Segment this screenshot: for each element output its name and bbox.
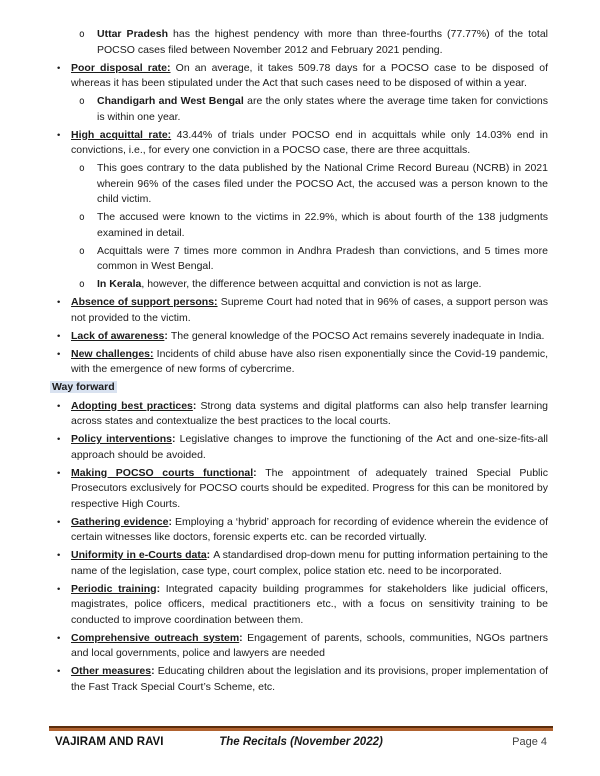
- list-item-text: Absence of support persons: Supreme Court had noted that in 96% of cases, a support person was not provided to the victim.: [71, 296, 548, 324]
- bullet-marker: •: [57, 583, 61, 595]
- footer-organization: VAJIRAM AND RAVI: [55, 736, 164, 748]
- list-item-lead: Uniformity in e-Courts data: [71, 549, 207, 561]
- sub-bullet-marker: o: [79, 96, 85, 107]
- bullet-marker: •: [57, 516, 61, 528]
- lead-separator: :: [168, 515, 175, 528]
- lead-separator: :: [253, 466, 266, 479]
- list-item-text: Poor disposal rate: On an average, it takes 509.78 days for a POCSO case to be disposed of whereas it has been stipulated under the Act that such cases need to be disposed of within a year.: [71, 61, 549, 89]
- list-item-lead: Policy interventions: [71, 433, 173, 445]
- list-item-text: High acquittal rate: 43.44% of trials under POCSO end in acquittals while only 14.03% end in convictions, i.e., for every one conviction in a POCSO case, there are three acquittals.: [71, 128, 548, 156]
- list-item-lead: Chandigarh and West Bengal: [97, 95, 244, 107]
- bullet-marker: •: [57, 129, 61, 141]
- list-item-text: Making POCSO courts functional: The appointment of adequately trained Special Public Prosecutors exclusively for POCSO courts should be expedited. Progress for this can be monitored by respective High Courts.: [71, 466, 548, 510]
- list-item-text: Uniformity in e-Courts data: A standardised drop-down menu for putting information pertaining to the name of the legislation, case type, court complex, police station etc. need to be incorporated.: [71, 549, 549, 577]
- bullet-marker: •: [57, 550, 61, 561]
- list-item: [0, 548, 600, 579]
- sub-bullet-marker: o: [79, 29, 85, 40]
- list-item: [0, 515, 600, 546]
- list-item: [0, 295, 600, 326]
- bullet-marker: •: [57, 467, 61, 479]
- list-item: [0, 631, 600, 662]
- list-item: [0, 61, 600, 92]
- list-item-text: In Kerala, however, the difference between acquittal and conviction is not as large.: [97, 278, 482, 290]
- list-item-lead: Absence of support persons:: [71, 296, 218, 308]
- bullet-marker: •: [57, 400, 61, 412]
- list-item-text: Chandigarh and West Bengal are the only states where the average time taken for convictions is within one year.: [97, 95, 548, 123]
- page-footer: [49, 726, 553, 749]
- list-item: [0, 277, 600, 293]
- footer-row: [49, 731, 553, 749]
- list-item-lead: Adopting best practices: [71, 399, 193, 412]
- lead-separator: :: [206, 549, 214, 561]
- footer-page-number: Page 4: [512, 736, 547, 748]
- footer-publication-title: The Recitals (November 2022): [219, 736, 383, 748]
- list-item: [0, 161, 600, 208]
- list-item-text: Uttar Pradesh has the highest pendency with more than three-fourths (77.77%) of the total POCSO cases filed between November 2012 and February 2021 pending.: [97, 28, 548, 56]
- bullet-marker: •: [57, 330, 61, 342]
- list-item-text: The accused were known to the victims in 22.9%, which is about fourth of the 138 judgments examined in detail.: [97, 211, 548, 239]
- list-item: [0, 466, 600, 513]
- list-item-lead: Uttar Pradesh: [97, 28, 168, 40]
- bullet-marker: •: [57, 297, 61, 308]
- sub-bullet-marker: o: [79, 212, 85, 223]
- list-item-text: Acquittals were 7 times more common in Andhra Pradesh than convictions, and 5 times more common in West Bengal.: [97, 244, 548, 272]
- lead-separator: :: [151, 665, 158, 677]
- list-item-lead: Periodic training: [71, 582, 157, 595]
- list-item-lead: In Kerala: [97, 278, 142, 290]
- heading-highlight: Way forward: [52, 381, 115, 393]
- list-item-text: Other measures: Educating children about the legislation and its provisions, proper implementation of the Fast Track Special Court’s Scheme, etc.: [71, 665, 548, 693]
- list-item-lead: Comprehensive outreach system: [71, 631, 240, 644]
- sub-bullet-marker: o: [79, 163, 85, 174]
- list-item-text: Lack of awareness: The general knowledge of the POCSO Act remains severely inadequate in India.: [71, 329, 545, 342]
- list-item: [0, 244, 600, 275]
- way-forward-heading: [50, 380, 600, 396]
- list-item-lead: Gathering evidence: [71, 515, 169, 528]
- list-item: [0, 27, 600, 58]
- list-item-text: New challenges: Incidents of child abuse have also risen exponentially since the Covid-19 pandemic, with the emergence of new forms of cybercrime.: [71, 347, 548, 375]
- list-item-text: Periodic training: Integrated capacity building programmes for stakeholders like judicial officers, magistrates, police officers, medical practitioners etc., with a focus on sensitivity training to be conducted to improve coordination between them.: [71, 582, 548, 626]
- list-item: [0, 329, 600, 345]
- list-item-lead: Lack of awareness: [71, 329, 165, 342]
- lead-separator: :: [156, 582, 166, 595]
- bullet-marker: •: [57, 62, 61, 74]
- lead-separator: :: [172, 433, 180, 445]
- list-item: [0, 399, 600, 430]
- sub-bullet-marker: o: [79, 245, 85, 257]
- document-body: [0, 27, 600, 698]
- list-item: [0, 432, 600, 463]
- bullet-marker: •: [57, 666, 61, 677]
- list-item-text: Comprehensive outreach system: Engagement of parents, schools, communities, NGOs partners and local governments, police and lawyers are needed: [71, 631, 548, 659]
- list-item-lead: Making POCSO courts functional: [71, 466, 254, 479]
- list-item-text: Policy interventions: Legislative changes to improve the functioning of the Act and one-size-fits-all approach should be avoided.: [71, 433, 548, 461]
- list-item-lead: High acquittal rate:: [71, 128, 172, 141]
- list-item-text: Gathering evidence: Employing a ‘hybrid’ approach for recording of evidence wherein the evidence of certain witnesses like doctors, forensic experts etc. can be recorded virtually.: [71, 515, 548, 543]
- lead-separator: :: [239, 631, 248, 644]
- sub-bullet-marker: o: [79, 279, 85, 290]
- bullet-marker: •: [57, 632, 61, 644]
- list-item-text: Adopting best practices: Strong data systems and digital platforms can also help transfer learning across states and contextualize the best practices to the local courts.: [71, 399, 549, 427]
- list-item: [0, 582, 600, 629]
- list-item: [0, 664, 600, 695]
- lead-separator: :: [164, 329, 171, 342]
- list-item-lead: Other measures: [71, 665, 152, 677]
- list-item-lead: Poor disposal rate:: [71, 61, 171, 74]
- list-item: [0, 128, 600, 159]
- list-item-lead: New challenges:: [71, 347, 154, 360]
- list-item: [0, 94, 600, 125]
- list-item: [0, 347, 600, 378]
- list-item: [0, 210, 600, 241]
- lead-separator: :: [192, 399, 201, 412]
- bullet-marker: •: [57, 434, 61, 445]
- list-item-text: This goes contrary to the data published by the National Crime Record Bureau (NCRB) in 2021 wherein 96% of the cases filed under the POCSO Act, the accused was a person known to the child victim.: [97, 162, 548, 205]
- bullet-marker: •: [57, 348, 61, 360]
